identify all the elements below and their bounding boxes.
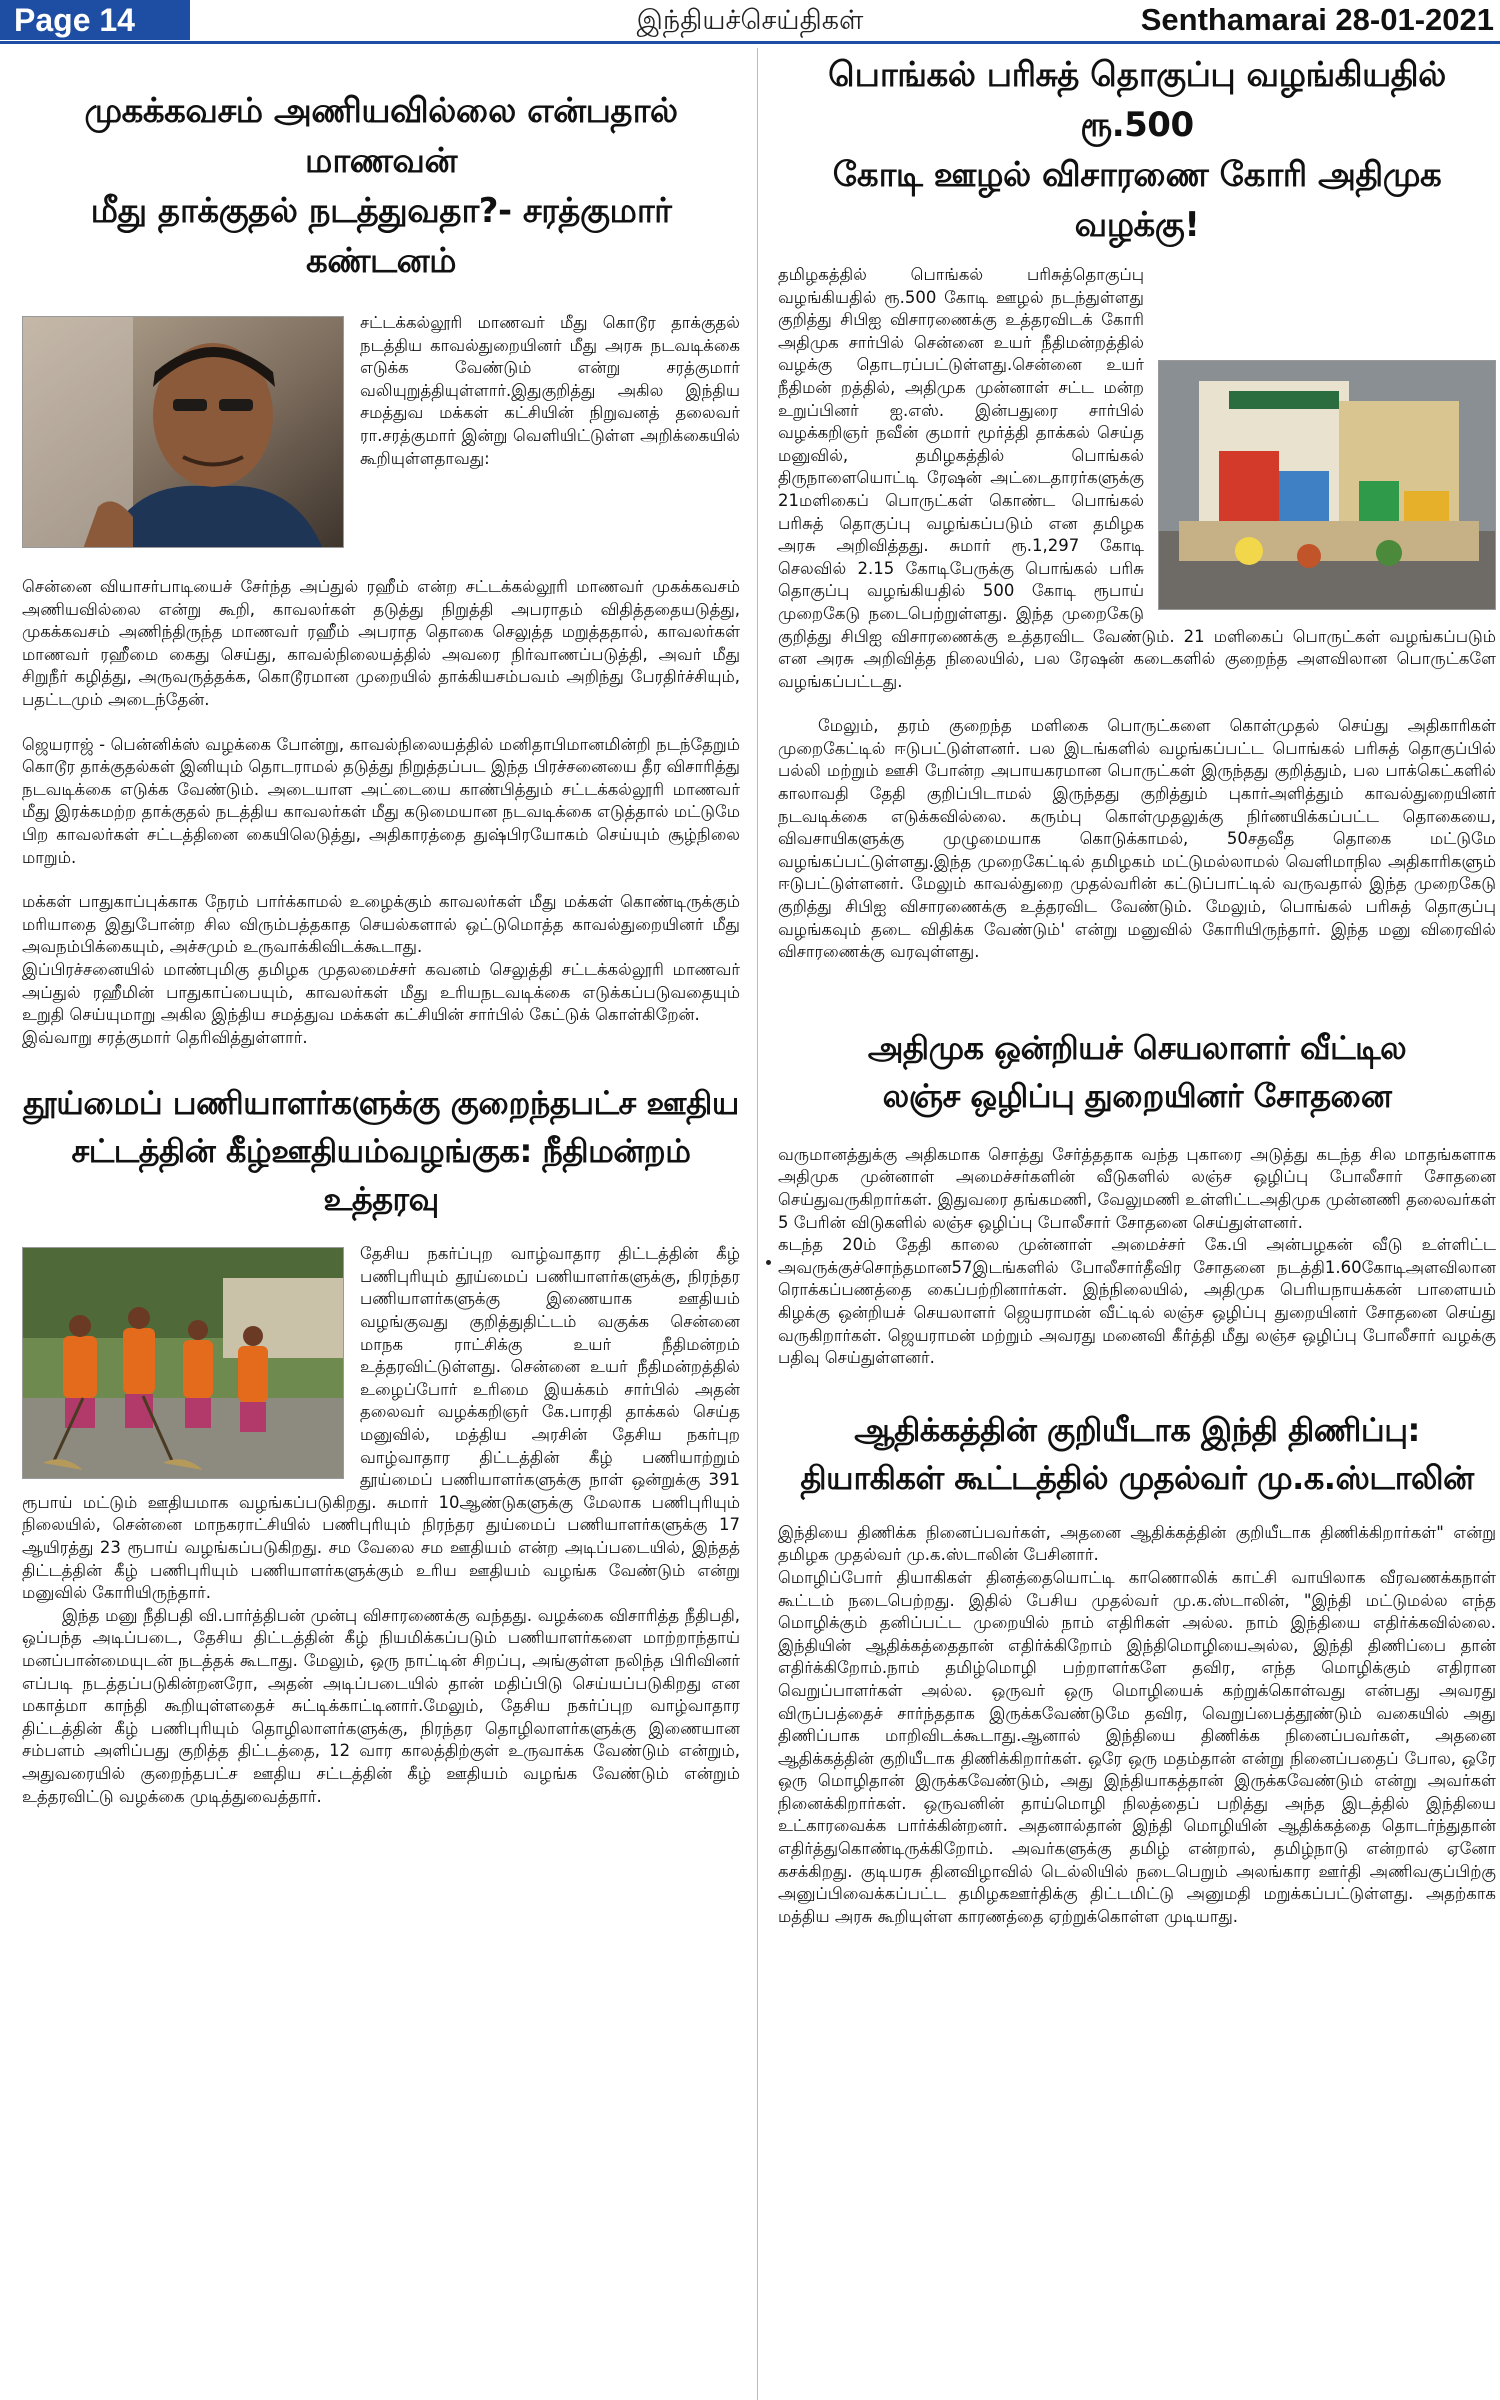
headline-line-2: கோடி ஊழல் விசாரணை கோரி அதிமுக வழக்கு! (832, 155, 1442, 245)
paragraph: இப்பிரச்சனையில் மாண்புமிகு தமிழக முதலமைச்சர் கவனம் செலுத்தி சட்டக்கல்லூரி மாணவர் அப்துல் ரஹீமின் பாதுகாப்பையும், காவலர்கள் மீது உரியநடவடிக்கை எடுக்கப்படுவதையும் உறுதி செய்யுமாறு அகில இந்திய சமத்துவ மக்கள் கட்சியின் சார்பில் கேட்டுக் கொள்கிறேன். (22, 959, 740, 1025)
article-headline (22, 86, 740, 286)
page-header (0, 0, 1500, 40)
column-divider (757, 48, 758, 2400)
portrait-photo (22, 316, 344, 548)
paragraph: கடந்த 20ம் தேதி காலை முன்னாள் அமைச்சர் கே.பி அன்பழகன் வீடு உள்ளிட்ட அவருக்குச்சொந்தமான57இடங்களில் போலீசார்தீவிர சோதனை நடத்தி1.60கோடிஅளவிலான ரொக்கப்பணத்தை கைப்பற்றினார்கள். இந்நிலையில், அதிமுக பெரியநாயக்கன் பாளையம் கிழக்கு ஒன்றியச் செயலாளர் ஜெயராமன் வீட்டில் லஞ்ச ஒழிப்பு துறையினர் சோதனை செய்து வருகிறார்கள். ஜெயராமன் மற்றும் அவரது மனைவி கீர்த்தி மீது லஞ்ச ஒழிப்பு போலீசார் வழக்கு பதிவு செய்துள்ளனர். (778, 1235, 1496, 1368)
paragraph: தமிழகத்தில் பொங்கல் பரிசுத்தொகுப்பு வழங்கியதில் ரூ.500 கோடி ஊழல் நடந்துள்ளது குறித்து சிபிஐ விசாரணைக்கு உத்தரவிடக் கோரி அதிமுக சார்பில் சென்னை உயர் நீதிமன்றத்தில் வழக்கு தொடரப்பட்டுள்ளது.சென்னை உயர் நீதிமன் றத்தில், அதிமுக முன்னாள் சட்ட மன்ற உறுப்பினர் ஐ.எஸ். இன்பதுரை சார்பில் வழக்கறிஞர் நவீன் குமார் மூர்த்தி தாக்கல் செய்த மனுவில், தமிழகத்தில் பொங்கல் திருநாளையொட்டி ரேஷன் அட்டைதாரர்களுக்கு 21மளிகைப் பொருட்கள் கொண்ட பொங்கல் பரிசுத் தொகுப்பு வழங்கப்படும் என தமிழக அரசு அறிவித்தது. சுமார் ரூ.1,297 கோடி செலவில் 2.15 கோடிபேருக்கு பொங்கல் பரிசு தொகுப்பு வழங்கியதில் 500 கோடி ரூபாய் முறைகேடு நடைபெற்றுள்ளது. இந்த முறைகேடு குறித்து சிபிஐ விசாரணைக்கு உத்தரவிட வேண்டும். 21 மளிகைப் பொருட்கள் வழங்கப்படும் என அரசு அறிவித்த நிலையில், பல ரேஷன் கடைகளில் குறைந்த அளவிலான பொருட்களே வழங்கப்பட்டது. (778, 265, 1496, 691)
headline-line-1: அதிமுக ஒன்றியச் செயலாளர் வீட்டில (867, 1028, 1407, 1067)
paragraph: மக்கள் பாதுகாப்புக்காக நேரம் பார்க்காமல் உழைக்கும் காவலர்கள் மீது மக்கள் கொண்டிருக்கும் மரியாதை இதுபோன்ற சில விரும்பத்தகாத செயல்களால் ஒட்டுமொத்த காவல்துறையினர் மீது அவநம்பிக்கையும், அச்சமும் உருவாக்கிவிடக்கூடாது. (22, 892, 740, 957)
paragraph: வருமானத்துக்கு அதிகமாக சொத்து சேர்த்ததாக வந்த புகாரை அடுத்து கடந்த சில மாதங்களாக அதிமுக முன்னாள் அமைச்சர்களின் வீடுகளில் லஞ்ச ஒழிப்பு போலீசார் சோதனை செய்துவருகிறார்கள். இதுவரை தங்கமணி, வேலுமணி உள்ளிட்டஅதிமுக முன்னணி தலைவர்கள் 5 பேரின் விடுகளில் லஞ்ச ஒழிப்பு போலீசார் சோதனை செய்துள்ளனர். (778, 1144, 1496, 1232)
paragraph: சென்னை வியாசர்பாடியைச் சேர்ந்த அப்துல் ரஹீம் என்ற சட்டக்கல்லூரி மாணவர் முகக்கவசம் அணியவில்லை என்று கூறி, காவலர்கள் தடுத்து நிறுத்தி அபராதம் விதித்ததையடுத்து, முகக்கவசம் அணிந்திருந்த மாணவர் ரஹீம் அபராத தொகை செலுத்த மறுத்ததால், காவலர்கள் மாணவர் ரஹீமை கைது செய்து, காவல்நிலையத்தில் அவரை நிர்வாணப்படுத்தி, அவர் மீது சிறுநீர் கழித்து, அருவருத்தக்க, கொடூரமான முறையில் தாக்கியசம்பவம் அறிந்து பேரதிர்ச்சியும், பதட்டமும் அடைந்தேன். (22, 577, 740, 709)
article-headline (778, 1024, 1496, 1120)
paragraph: சட்டக்கல்லூரி மாணவர் மீது கொடூர தாக்குதல் நடத்திய காவல்துறையினர் மீது அரசு நடவடிக்கை எடுக்க வேண்டும் என்று சரத்குமார் வலியுறுத்தியுள்ளார்.இதுகுறித்து அகில இந்திய சமத்துவ மக்கள் கட்சியின் நிறுவனத் தலைவர் ரா.சரத்குமார் இன்று வெளியிட்டுள்ள அறிக்கையில் கூறியுள்ளதாவது: (360, 313, 740, 468)
paragraph: ஜெயராஜ் - பென்னிக்ஸ் வழக்கை போன்று, காவல்நிலையத்தில் மனிதாபிமானமின்றி நடந்தேறும் கொடூர தாக்குதல்கள் இனியும் தொடராமல் தடுத்து நிறுத்தப்பட இந்த பிரச்சனையை தீர விசாரித்து நடவடிக்கை எடுக்க வேண்டும். அடையாள அட்டையை காண்பித்தும் சட்டக்கல்லூரி மாணவர் மீது இரக்கமற்ற தாக்குதல் நடத்திய காவலர்கள் மீது கடுமையான நடவடிக்கை எடுத்தால் மட்டுமே பிற காவலர்கள் சட்டத்தினை கையிலெடுத்து, அதிகாரத்தை துஷ்பிரயோகம் செய்யும் சூழ்நிலை மாறும். (22, 734, 740, 867)
article-vigilance-raid (778, 1024, 1496, 1370)
divider-dot (766, 1260, 771, 1265)
paragraph: தேசிய நகர்ப்புற வாழ்வாதார திட்டத்தின் கீழ் பணிபுரியும் தூய்மைப் பணியாளர்களுக்கு, நிரந்தர பணியாளர்களுக்கு இணையாக ஊதியம் வழங்குவது குறித்துதிட்டம் வகுக்க சென்னை மாநக ராட்சிக்கு உயர் நீதிமன்றம் உத்தரவிட்டுள்ளது. சென்னை உயர் நீதிமன்றத்தில் உழைப்போர் உரிமை இயக்கம் சார்பில் அதன் தலைவர் வழக்கறிஞர் கே.பாரதி தாக்கல் செய்த மனுவில், மத்திய அரசின் தேசிய நகர்புற வாழ்வாதார திட்டத்தின் கீழ் பணியாற்றும் தூய்மைப் பணியாளர்களுக்கு நாள் ஒன்றுக்கு 391 ரூபாய் மட்டும் ஊதியமாக வழங்கப்படுகிறது. சுமார் 10ஆண்டுகளுக்கு மேலாக பணிபுரியும் நிலையில், சென்னை மாநகராட்சியில் பணிபுரியும் நிரந்தர துய்மைப் பணியாளர்களுக்கு 17 ஆயிரத்து 23 ரூபாய் வழங்கப்படுகிறது. சம வேலை சம ஊதியம் என்ற அடிப்படையில், இந்தத் திட்டத்தின் கீழ் பணிபுரியும் பணியாளர்களுக்கும் உரிய ஊதியம் வழங்க வேண்டும் என்று மனுவில் கோரியிருந்தார். (22, 1244, 740, 1603)
headline-line-2: தியாகிகள் கூட்டத்தில் முதல்வர் மு.க.ஸ்டாலின் (800, 1458, 1474, 1497)
headline-line-2: லஞ்ச ஒழிப்பு துறையினர் சோதனை (882, 1076, 1392, 1115)
headline-line-2: சட்டத்தின் கீழ்ஊதியம்வழங்குக: நீதிமன்றம் உத்தரவு (71, 1132, 691, 1219)
article-hindi-imposition (778, 1406, 1496, 1929)
article-headline (22, 1079, 740, 1223)
article-headline (778, 50, 1496, 250)
paragraph: இந்த மனு நீதிபதி வி.பார்த்திபன் முன்பு விசாரணைக்கு வந்தது. வழக்கை விசாரித்த நீதிபதி, ஒப்பந்த அடிப்படை, தேசிய திட்டத்தின் கீழ் நியமிக்கப்படும் பணியாளர்களை மாற்றாந்தாய் மனப்பான்மையுடன் நடத்தக் கூடாது. மேலும், ஒரு நாட்டின் சிறப்பு, அங்குள்ள நலிந்த பிரிவினர் எப்படி நடத்தப்படுகின்றனரோ, அதன் அடிப்படையில் தான் மதிப்பிடு செய்யப்படுகிறது என மகாத்மா காந்தி கூறியுள்ளதைச் சுட்டிக்காட்டினார்.மேலும், தேசிய நகர்ப்புற வாழ்வாதார திட்டத்தின் கீழ் பணிபுரியும் தொழிலாளர்களுக்கு, நிரந்தர தொழிலாளர்களுக்கு இணையான சம்பளம் அளிப்பது குறித்த திட்டத்தை, 12 வார காலத்திற்குள் உருவாக்க வேண்டும் என்றும், அதுவரையில் குறைந்தபட்ச ஊதிய சட்டத்தின் கீழ் ஊதியம் வழங்க வேண்டும் என்றும் உத்தரவிட்டு வழக்கை முடித்துவைத்தார். (22, 1605, 740, 1806)
paragraph: மேலும், தரம் குறைந்த மளிகை பொருட்களை கொள்முதல் செய்து அதிகாரிகள் முறைகேட்டில் ஈடுபட்டுள்ளனர். பல இடங்களில் வழங்கப்பட்ட பொங்கல் பரிசுத் தொகுப்பில் பல்லி மற்றும் ஊசி போன்ற அபாயகரமான பொருட்கள் இருந்தது குறித்தும், பல பாக்கெட்களில் காலாவதி தேதி குறிப்பிடாமல் இருந்தது குறித்தும் புகார்அளித்தும் காவல்துறையினர் நடவடிக்கை எடுக்கவில்லை. கரும்பு கொள்முதலுக்கு நிர்ணயிக்கப்பட்ட தொகையை, விவசாயிகளுக்கு முழுமையாக கொடுக்காமல், 50சதவீத தொகை மட்டுமே வழங்கப்பட்டுள்ளது.இந்த முறைகேட்டில் தமிழகம் மட்டுமல்லாமல் வெளிமாநில அதிகாரிகளும் ஈடுபட்டுள்ளனர். மேலும் காவல்துறை முதல்வரின் கட்டுப்பாட்டில் வருவதால் இந்த முறைகேடு குறித்து சிபிஐ விசாரணைக்கு உத்தரவிட வேண்டும். மேலும், பொங்கல் பரிசுத் தொகுப்பு வழங்கவும் தடை விதிக்க வேண்டும்' என்று மனுவில் கோரியிருந்தார். இந்த மனு விரைவில் விசாரணைக்கு வரவுள்ளது. (778, 716, 1496, 962)
article-sanitation-workers (22, 1079, 740, 1808)
headline-line-1: முகக்கவசம் அணியவில்லை என்பதால் மாணவன் (84, 91, 678, 181)
headline-line-2: மீது தாக்குதல் நடத்துவதா?- சரத்குமார் கண்டனம் (90, 191, 672, 281)
article-pongal-gift-scam (778, 50, 1496, 964)
page-number: Page 14 (0, 0, 190, 40)
pongal-gift-hamper-photo (1158, 360, 1496, 610)
header-rule (0, 41, 1500, 44)
article-headline (778, 1406, 1496, 1502)
paper-name-date: Senthamarai 28-01-2021 (1140, 2, 1494, 37)
headline-line-1: ஆதிக்கத்தின் குறியீடாக இந்தி திணிப்பு: (854, 1410, 1420, 1449)
right-column (778, 48, 1496, 2400)
paragraph: மொழிப்போர் தியாகிகள் தினத்தையொட்டி காணொலிக் காட்சி வாயிலாக வீரவணக்கநாள் கூட்டம் நடைபெற்றது. இதில் பேசிய முதல்வர் மு.க.ஸ்டாலின், "இந்தி மட்டுமல்ல எந்த மொழிக்கும் தனிப்பட்ட முறையில் நாம் எதிரிகள் அல்ல. நாம் இந்தியை எதிர்க்கவில்லை. இந்தியின் ஆதிக்கத்தைதான் எதிர்க்கிறோம் இந்திமொழியைஅல்ல, இந்தி திணிப்பை தான் எதிர்க்கிறோம்.நாம் தமிழ்மொழி பற்றாளர்களே தவிர, எந்த மொழிக்கும் எதிரான வெறுப்பாளர்கள் அல்ல. ஒருவர் ஒரு மொழியைக் கற்றுக்கொள்வது என்பது அவரது விருப்பத்தைச் சார்ந்ததாக இருக்கவேண்டுமே தவிர, வெறுப்பைத்தூண்டும் வகையில் அது திணிப்பாக மாறிவிடக்கூடாது.ஆனால் இந்தியை திணிக்க நினைப்பவர்கள், அதனை ஆதிக்கத்தின் குறியீடாக திணிக்கிறார்கள். ஒரே ஒரு மதம்தான் என்று நினைப்பதைப் போல, ஒரே ஒரு மொழிதான் இருக்கவேண்டும், அது இந்தியாகத்தான் இருக்கவேண்டும் என்று அவர்கள் நினைக்கிறார்கள். ஒருவனின் தாய்மொழி நிலத்தைப் பறித்து அந்த இடத்தில் இந்தியை உட்காரவைக்க பார்க்கின்றனர். அதனால்தான் இந்தி மொழியின் ஆதிக்கத்தை தொடர்ந்துதான் எதிர்த்துகொண்டிருக்கிறோம். அவர்களுக்கு தமிழ் என்றால், தமிழ்நாடு என்றால் ஏனோ கசக்கிறது. குடியரசு தினவிழாவில் டெல்லியில் நடைபெறும் அலங்கார ஊர்தி அணிவகுப்பிற்கு அனுப்பிவைக்கப்பட்ட தமிழகஊர்திக்கு திட்டமிட்டு அனுமதி மறுக்கப்பட்டுள்ளது. அதற்காக மத்திய அரசு கூறியுள்ள காரணத்தை ஏற்றுக்கொள்ள முடியாது. (778, 1567, 1496, 1926)
section-title: இந்தியச்செய்திகள் (636, 5, 864, 35)
headline-line-1: பொங்கல் பரிசுத் தொகுப்பு வழங்கியதில் ரூ.500 (828, 55, 1446, 145)
paragraph: இவ்வாறு சரத்குமார் தெரிவித்துள்ளார். (22, 1027, 308, 1047)
left-column (22, 48, 740, 2400)
headline-line-1: தூய்மைப் பணியாளர்களுக்கு குறைந்தபட்ச ஊதிய (23, 1084, 739, 1123)
article-sarathkumar (22, 86, 740, 1049)
paragraph: இந்தியை திணிக்க நினைப்பவர்கள், அதனை ஆதிக்கத்தின் குறியீடாக திணிக்கிறார்கள்" என்று தமிழக முதல்வர் மு.க.ஸ்டாலின் பேசினார். (778, 1522, 1496, 1565)
sanitation-workers-photo (22, 1247, 344, 1479)
